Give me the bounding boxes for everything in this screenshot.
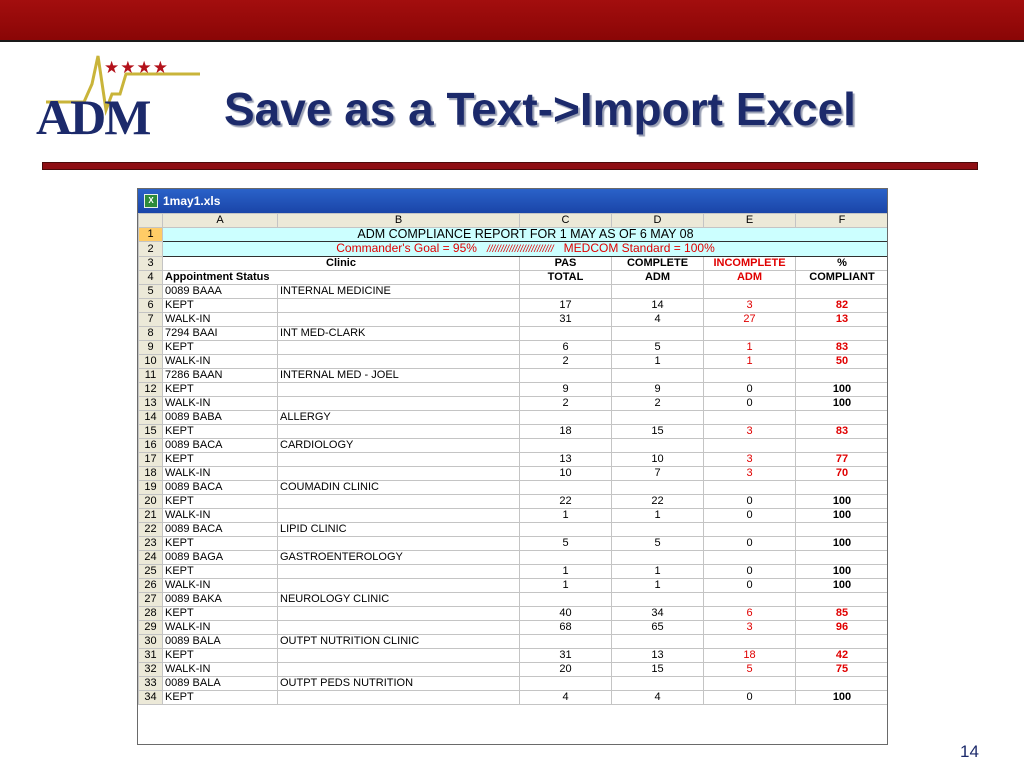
cell-incomplete-adm[interactable]: 0 (704, 579, 796, 593)
cell-clinic[interactable]: KEPT (163, 649, 278, 663)
cell-compliant[interactable] (796, 369, 889, 383)
table-row (139, 383, 889, 397)
row-header[interactable]: 30 (139, 635, 163, 649)
cell-pas-total[interactable] (520, 593, 612, 607)
cell-description[interactable] (278, 537, 520, 551)
cell-compliant[interactable]: 83 (796, 425, 889, 439)
cell-complete-adm[interactable] (612, 523, 704, 537)
cell-complete-adm[interactable]: 1 (612, 565, 704, 579)
column-header-a[interactable]: A (163, 214, 278, 228)
cell-incomplete-adm[interactable] (704, 551, 796, 565)
table-row (139, 579, 889, 593)
row-header[interactable]: 34 (139, 691, 163, 705)
cell-pas-total[interactable] (520, 523, 612, 537)
cell-compliant[interactable] (796, 481, 889, 495)
appointment-status-header-cell[interactable]: Appointment Status (163, 271, 520, 285)
cell-clinic[interactable]: WALK-IN (163, 467, 278, 481)
cell-description[interactable] (278, 383, 520, 397)
table-row (139, 607, 889, 621)
row-header[interactable]: 1 (139, 228, 163, 242)
cell-compliant[interactable]: 100 (796, 537, 889, 551)
cell-compliant[interactable] (796, 677, 889, 691)
cell-complete-adm[interactable] (612, 369, 704, 383)
cell-complete-adm[interactable] (612, 439, 704, 453)
cell-compliant[interactable]: 77 (796, 453, 889, 467)
row-header[interactable]: 3 (139, 257, 163, 271)
cell-compliant[interactable] (796, 551, 889, 565)
cell-complete-adm[interactable] (612, 327, 704, 341)
cell-clinic[interactable]: WALK-IN (163, 355, 278, 369)
cell-pas-total[interactable] (520, 481, 612, 495)
cell-pas-total[interactable]: 2 (520, 397, 612, 411)
cell-incomplete-adm[interactable]: 1 (704, 355, 796, 369)
cell-incomplete-adm[interactable]: 0 (704, 565, 796, 579)
cell-pas-total[interactable]: 5 (520, 537, 612, 551)
row-header[interactable]: 22 (139, 523, 163, 537)
cell-complete-adm[interactable] (612, 481, 704, 495)
cell-compliant[interactable]: 96 (796, 621, 889, 635)
cell-complete-adm[interactable]: 5 (612, 537, 704, 551)
cell-pas-total[interactable] (520, 327, 612, 341)
cell-clinic[interactable]: KEPT (163, 565, 278, 579)
logo-stars: ★★★★ (104, 58, 169, 77)
row-header[interactable]: 18 (139, 467, 163, 481)
cell-description[interactable] (278, 341, 520, 355)
cell-incomplete-adm[interactable]: 0 (704, 397, 796, 411)
cell-complete-adm[interactable]: 7 (612, 467, 704, 481)
cell-clinic[interactable]: 0089 BAGA (163, 551, 278, 565)
cell-pas-total[interactable] (520, 677, 612, 691)
row-header[interactable]: 31 (139, 649, 163, 663)
incomplete-adm-header-cell[interactable]: ADM (704, 271, 796, 285)
cell-description[interactable]: INTERNAL MEDICINE (278, 285, 520, 299)
cell-incomplete-adm[interactable]: 3 (704, 467, 796, 481)
row-header[interactable]: 7 (139, 313, 163, 327)
cell-pas-total[interactable]: 40 (520, 607, 612, 621)
cell-incomplete-adm[interactable]: 0 (704, 383, 796, 397)
table-row (139, 453, 889, 467)
cell-complete-adm[interactable]: 4 (612, 691, 704, 705)
table-row (139, 341, 889, 355)
row-header[interactable]: 4 (139, 271, 163, 285)
cell-pas-total[interactable]: 1 (520, 579, 612, 593)
cell-compliant[interactable]: 100 (796, 495, 889, 509)
row-header[interactable]: 14 (139, 411, 163, 425)
row-header[interactable]: 27 (139, 593, 163, 607)
cell-pas-total[interactable]: 31 (520, 649, 612, 663)
logo-text: ADM (36, 89, 150, 145)
row-header[interactable]: 10 (139, 355, 163, 369)
cell-clinic[interactable]: KEPT (163, 383, 278, 397)
cell-incomplete-adm[interactable] (704, 285, 796, 299)
cell-clinic[interactable]: WALK-IN (163, 621, 278, 635)
cell-incomplete-adm[interactable]: 0 (704, 537, 796, 551)
cell-compliant[interactable]: 100 (796, 579, 889, 593)
table-row (139, 593, 889, 607)
row-header[interactable]: 12 (139, 383, 163, 397)
row-header[interactable]: 26 (139, 579, 163, 593)
cell-clinic[interactable]: WALK-IN (163, 663, 278, 677)
cell-pas-total[interactable] (520, 369, 612, 383)
goal-row (139, 242, 889, 257)
cell-clinic[interactable]: 0089 BACA (163, 523, 278, 537)
row-header[interactable]: 24 (139, 551, 163, 565)
table-row (139, 663, 889, 677)
cell-compliant[interactable]: 50 (796, 355, 889, 369)
row-header[interactable]: 19 (139, 481, 163, 495)
cell-description[interactable] (278, 509, 520, 523)
cell-clinic[interactable]: 0089 BAKA (163, 593, 278, 607)
table-row (139, 677, 889, 691)
cell-incomplete-adm[interactable]: 0 (704, 495, 796, 509)
cell-complete-adm[interactable]: 15 (612, 425, 704, 439)
cell-complete-adm[interactable] (612, 551, 704, 565)
cell-clinic[interactable]: WALK-IN (163, 579, 278, 593)
cell-compliant[interactable]: 100 (796, 691, 889, 705)
cell-incomplete-adm[interactable]: 5 (704, 663, 796, 677)
cell-compliant[interactable]: 83 (796, 341, 889, 355)
cell-clinic[interactable]: 0089 BABA (163, 411, 278, 425)
percent-header-cell[interactable]: % (796, 257, 889, 271)
table-row (139, 649, 889, 663)
table-row (139, 523, 889, 537)
total-header-cell[interactable]: TOTAL (520, 271, 612, 285)
row-header[interactable]: 33 (139, 677, 163, 691)
cell-complete-adm[interactable]: 5 (612, 341, 704, 355)
cell-pas-total[interactable]: 10 (520, 467, 612, 481)
table-row (139, 369, 889, 383)
cell-complete-adm[interactable]: 10 (612, 453, 704, 467)
cell-description[interactable] (278, 313, 520, 327)
cell-incomplete-adm[interactable]: 0 (704, 509, 796, 523)
row-header[interactable]: 2 (139, 242, 163, 257)
cell-description[interactable] (278, 397, 520, 411)
table-row (139, 551, 889, 565)
excel-file-icon: X (144, 194, 158, 208)
row-header[interactable]: 21 (139, 509, 163, 523)
cell-clinic[interactable]: WALK-IN (163, 509, 278, 523)
cell-complete-adm[interactable]: 65 (612, 621, 704, 635)
cell-description[interactable] (278, 691, 520, 705)
cell-compliant[interactable] (796, 593, 889, 607)
cell-compliant[interactable] (796, 523, 889, 537)
cell-incomplete-adm[interactable] (704, 439, 796, 453)
cell-incomplete-adm[interactable] (704, 481, 796, 495)
column-header-d[interactable]: D (612, 214, 704, 228)
cell-complete-adm[interactable] (612, 411, 704, 425)
cell-incomplete-adm[interactable] (704, 635, 796, 649)
row-header[interactable]: 6 (139, 299, 163, 313)
cell-incomplete-adm[interactable] (704, 523, 796, 537)
commander-goal-text: Commander's Goal = 95% (336, 241, 477, 255)
cell-description[interactable]: ALLERGY (278, 411, 520, 425)
cell-complete-adm[interactable] (612, 593, 704, 607)
cell-pas-total[interactable] (520, 635, 612, 649)
cell-clinic[interactable]: KEPT (163, 537, 278, 551)
cell-complete-adm[interactable]: 4 (612, 313, 704, 327)
cell-pas-total[interactable]: 22 (520, 495, 612, 509)
cell-description[interactable]: CARDIOLOGY (278, 439, 520, 453)
cell-incomplete-adm[interactable] (704, 327, 796, 341)
cell-pas-total[interactable]: 20 (520, 663, 612, 677)
cell-description[interactable]: INT MED-CLARK (278, 327, 520, 341)
row-header[interactable]: 28 (139, 607, 163, 621)
table-row (139, 397, 889, 411)
cell-clinic[interactable]: KEPT (163, 425, 278, 439)
header-row-3 (139, 257, 889, 271)
cell-description[interactable]: COUMADIN CLINIC (278, 481, 520, 495)
cell-complete-adm[interactable]: 1 (612, 355, 704, 369)
row-header[interactable]: 16 (139, 439, 163, 453)
row-header[interactable]: 32 (139, 663, 163, 677)
row-header[interactable]: 9 (139, 341, 163, 355)
cell-complete-adm[interactable]: 1 (612, 579, 704, 593)
cell-clinic[interactable]: KEPT (163, 299, 278, 313)
cell-description[interactable] (278, 299, 520, 313)
cell-compliant[interactable]: 85 (796, 607, 889, 621)
cell-description[interactable]: INTERNAL MED - JOEL (278, 369, 520, 383)
cell-pas-total[interactable]: 4 (520, 691, 612, 705)
cell-compliant[interactable] (796, 327, 889, 341)
cell-complete-adm[interactable]: 14 (612, 299, 704, 313)
cell-pas-total[interactable]: 13 (520, 453, 612, 467)
excel-window-title: 1may1.xls (163, 194, 221, 208)
cell-clinic[interactable]: WALK-IN (163, 397, 278, 411)
column-header-f[interactable]: F (796, 214, 889, 228)
column-header-e[interactable]: E (704, 214, 796, 228)
row-header[interactable]: 5 (139, 285, 163, 299)
table-row (139, 621, 889, 635)
row-header[interactable]: 29 (139, 621, 163, 635)
cell-pas-total[interactable]: 68 (520, 621, 612, 635)
cell-compliant[interactable] (796, 635, 889, 649)
cell-description[interactable] (278, 663, 520, 677)
clinic-header-cell[interactable]: Clinic (163, 257, 520, 271)
excel-window[interactable] (137, 188, 888, 745)
cell-incomplete-adm[interactable] (704, 593, 796, 607)
cell-clinic[interactable]: KEPT (163, 341, 278, 355)
cell-incomplete-adm[interactable]: 3 (704, 453, 796, 467)
cell-compliant[interactable]: 75 (796, 663, 889, 677)
cell-complete-adm[interactable]: 15 (612, 663, 704, 677)
row-header[interactable]: 23 (139, 537, 163, 551)
row-header[interactable]: 8 (139, 327, 163, 341)
cell-clinic[interactable]: 0089 BACA (163, 439, 278, 453)
cell-pas-total[interactable] (520, 285, 612, 299)
goal-cell[interactable] (163, 242, 889, 257)
cell-clinic[interactable]: 0089 BALA (163, 677, 278, 691)
table-row (139, 537, 889, 551)
cell-clinic[interactable]: 0089 BALA (163, 635, 278, 649)
cell-description[interactable]: NEUROLOGY CLINIC (278, 593, 520, 607)
header-row-4 (139, 271, 889, 285)
pas-header-cell[interactable]: PAS (520, 257, 612, 271)
report-title-cell[interactable]: ADM COMPLIANCE REPORT FOR 1 MAY AS OF 6 MAY 08 (163, 228, 889, 242)
row-header[interactable]: 15 (139, 425, 163, 439)
row-header[interactable]: 20 (139, 495, 163, 509)
table-row (139, 285, 889, 299)
cell-compliant[interactable]: 42 (796, 649, 889, 663)
table-row (139, 467, 889, 481)
row-header[interactable]: 17 (139, 453, 163, 467)
slide-title: Save as a Text->Import Excel (224, 83, 856, 135)
cell-incomplete-adm[interactable] (704, 677, 796, 691)
cell-pas-total[interactable] (520, 411, 612, 425)
cell-compliant[interactable] (796, 411, 889, 425)
table-row (139, 565, 889, 579)
cell-description[interactable] (278, 355, 520, 369)
cell-incomplete-adm[interactable]: 3 (704, 621, 796, 635)
cell-compliant[interactable]: 100 (796, 383, 889, 397)
cell-pas-total[interactable]: 9 (520, 383, 612, 397)
cell-description[interactable]: GASTROENTEROLOGY (278, 551, 520, 565)
cell-incomplete-adm[interactable]: 0 (704, 691, 796, 705)
cell-clinic[interactable]: 0089 BACA (163, 481, 278, 495)
table-row (139, 299, 889, 313)
cell-incomplete-adm[interactable]: 18 (704, 649, 796, 663)
cell-complete-adm[interactable]: 9 (612, 383, 704, 397)
adm-logo (36, 54, 206, 145)
complete-header-cell[interactable]: COMPLETE (612, 257, 704, 271)
table-row (139, 635, 889, 649)
compliant-header-cell[interactable]: COMPLIANT (796, 271, 889, 285)
title-divider (42, 162, 978, 170)
adm-header-cell[interactable]: ADM (612, 271, 704, 285)
cell-complete-adm[interactable] (612, 677, 704, 691)
top-banner-bar (0, 0, 1024, 42)
table-row (139, 691, 889, 705)
goal-separator: //////////////////////// (486, 244, 554, 255)
report-title-row (139, 228, 889, 242)
cell-pas-total[interactable]: 18 (520, 425, 612, 439)
table-row (139, 313, 889, 327)
cell-description[interactable]: OUTPT NUTRITION CLINIC (278, 635, 520, 649)
cell-compliant[interactable] (796, 439, 889, 453)
cell-incomplete-adm[interactable]: 27 (704, 313, 796, 327)
cell-incomplete-adm[interactable]: 6 (704, 607, 796, 621)
cell-description[interactable] (278, 495, 520, 509)
cell-complete-adm[interactable]: 34 (612, 607, 704, 621)
cell-complete-adm[interactable]: 13 (612, 649, 704, 663)
column-header-b[interactable]: B (278, 214, 520, 228)
cell-description[interactable] (278, 621, 520, 635)
column-header-row (139, 214, 889, 228)
cell-complete-adm[interactable]: 2 (612, 397, 704, 411)
medcom-standard-text: MEDCOM Standard = 100% (563, 241, 715, 255)
cell-complete-adm[interactable] (612, 635, 704, 649)
cell-clinic[interactable]: KEPT (163, 607, 278, 621)
row-header[interactable]: 13 (139, 397, 163, 411)
cell-description[interactable] (278, 649, 520, 663)
cell-pas-total[interactable]: 1 (520, 509, 612, 523)
cell-incomplete-adm[interactable] (704, 369, 796, 383)
cell-description[interactable] (278, 467, 520, 481)
table-row (139, 439, 889, 453)
cell-incomplete-adm[interactable]: 3 (704, 299, 796, 313)
cell-incomplete-adm[interactable]: 1 (704, 341, 796, 355)
cell-clinic[interactable]: WALK-IN (163, 313, 278, 327)
cell-complete-adm[interactable]: 22 (612, 495, 704, 509)
cell-pas-total[interactable]: 6 (520, 341, 612, 355)
cell-pas-total[interactable] (520, 551, 612, 565)
cell-clinic[interactable]: 7286 BAAN (163, 369, 278, 383)
table-row (139, 425, 889, 439)
cell-compliant[interactable]: 82 (796, 299, 889, 313)
cell-compliant[interactable]: 13 (796, 313, 889, 327)
excel-title-bar[interactable] (138, 189, 887, 213)
cell-pas-total[interactable]: 17 (520, 299, 612, 313)
cell-pas-total[interactable] (520, 439, 612, 453)
table-row (139, 481, 889, 495)
row-header[interactable]: 25 (139, 565, 163, 579)
spreadsheet-grid[interactable] (138, 213, 888, 705)
cell-compliant[interactable] (796, 285, 889, 299)
cell-incomplete-adm[interactable]: 3 (704, 425, 796, 439)
cell-compliant[interactable]: 70 (796, 467, 889, 481)
cell-clinic[interactable]: 0089 BAAA (163, 285, 278, 299)
cell-compliant[interactable]: 100 (796, 397, 889, 411)
cell-pas-total[interactable]: 31 (520, 313, 612, 327)
page-number: 14 (960, 742, 979, 761)
cell-description[interactable] (278, 607, 520, 621)
select-all-corner[interactable] (139, 214, 163, 228)
cell-incomplete-adm[interactable] (704, 411, 796, 425)
cell-complete-adm[interactable]: 1 (612, 509, 704, 523)
cell-compliant[interactable]: 100 (796, 565, 889, 579)
cell-pas-total[interactable]: 2 (520, 355, 612, 369)
cell-description[interactable]: LIPID CLINIC (278, 523, 520, 537)
cell-description[interactable] (278, 453, 520, 467)
cell-clinic[interactable]: KEPT (163, 495, 278, 509)
table-row (139, 495, 889, 509)
cell-complete-adm[interactable] (612, 285, 704, 299)
table-row (139, 355, 889, 369)
cell-clinic[interactable]: 7294 BAAI (163, 327, 278, 341)
table-row (139, 509, 889, 523)
cell-description[interactable] (278, 565, 520, 579)
cell-clinic[interactable]: KEPT (163, 691, 278, 705)
incomplete-header-cell[interactable]: INCOMPLETE (704, 257, 796, 271)
cell-clinic[interactable]: KEPT (163, 453, 278, 467)
cell-pas-total[interactable]: 1 (520, 565, 612, 579)
cell-description[interactable]: OUTPT PEDS NUTRITION (278, 677, 520, 691)
cell-description[interactable] (278, 425, 520, 439)
cell-compliant[interactable]: 100 (796, 509, 889, 523)
table-row (139, 327, 889, 341)
column-header-c[interactable]: C (520, 214, 612, 228)
cell-description[interactable] (278, 579, 520, 593)
table-row (139, 411, 889, 425)
row-header[interactable]: 11 (139, 369, 163, 383)
